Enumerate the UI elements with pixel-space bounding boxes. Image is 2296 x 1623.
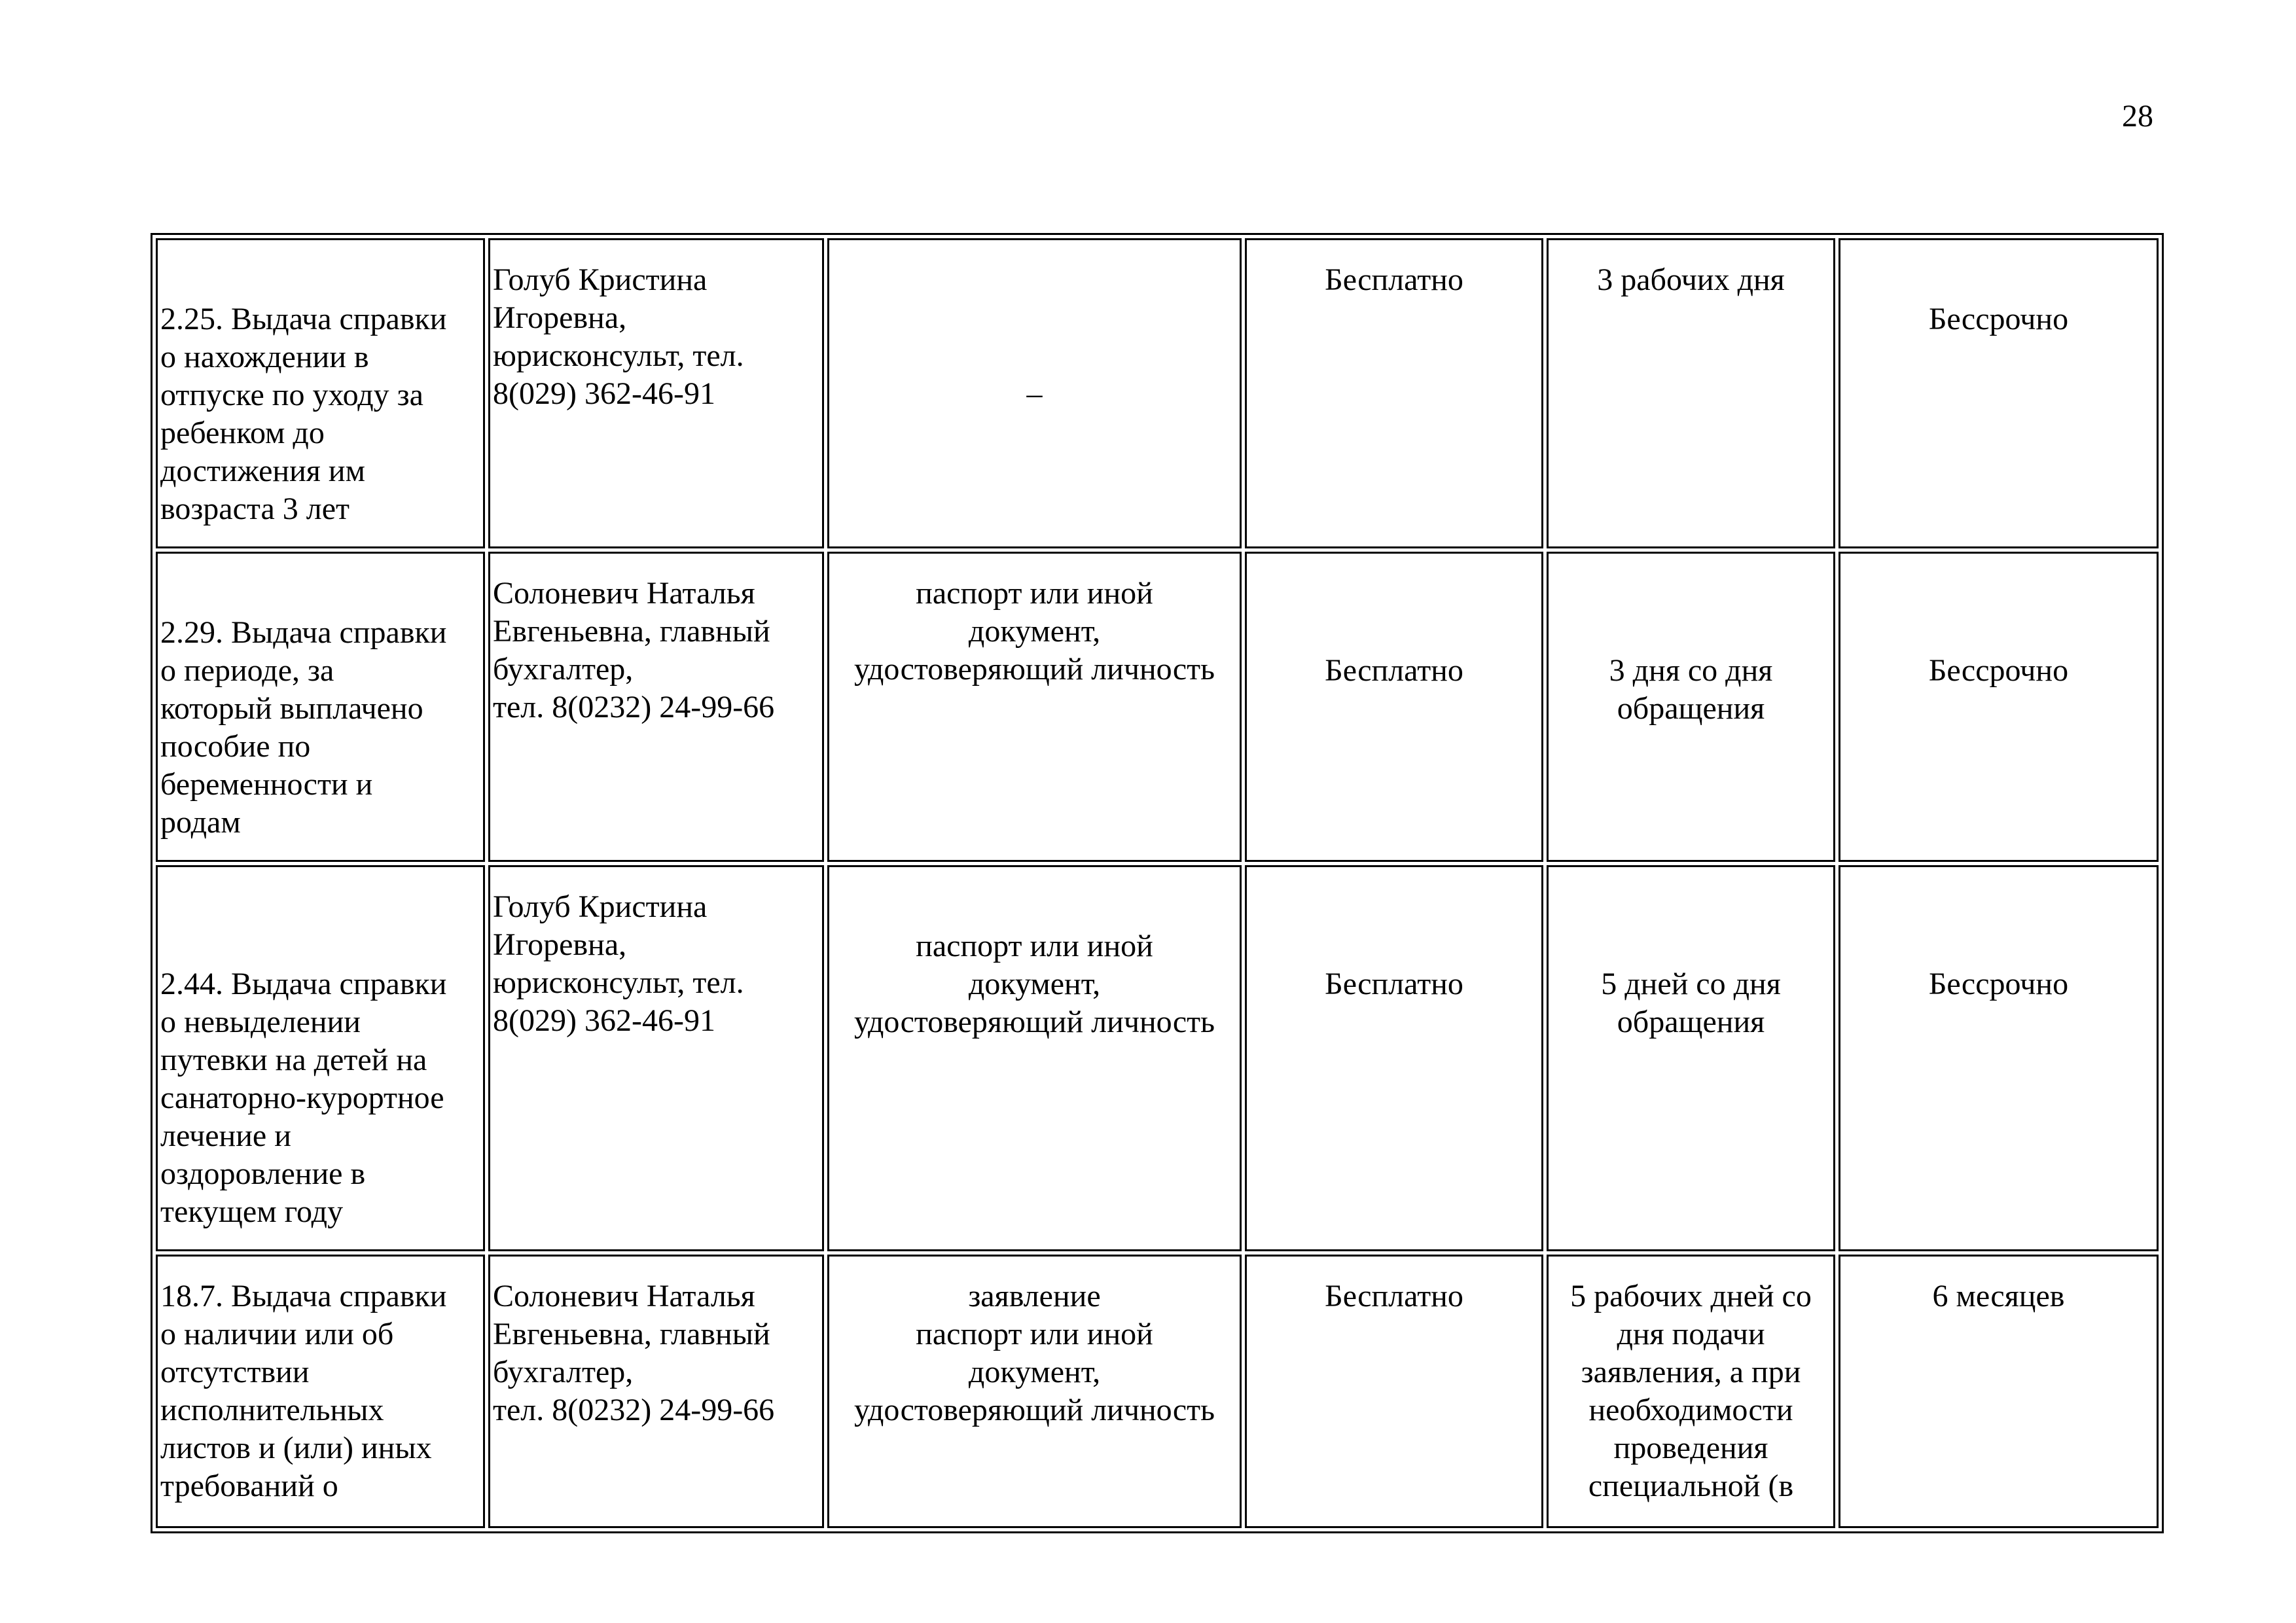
validity-cell: 6 месяцев [1839,1255,2159,1528]
documents-cell: – [827,238,1242,548]
documents-cell: заявление паспорт или иной документ, удостоверяющий личность [827,1255,1242,1528]
fee-cell: Бесплатно [1245,1255,1543,1528]
service-cell: 2.29. Выдача справки о периоде, за который выплачено пособие по беременности и родам [156,552,485,862]
table-row [156,238,2159,548]
term-cell: 5 рабочих дней со дня подачи заявления, а при необходимости проведения специальной (в [1547,1255,1835,1528]
contact-cell: Голуб Кристина Игоревна, юрисконсульт, тел. 8(029) 362-46-91 [488,865,824,1251]
term-cell: 5 дней со дня обращения [1547,865,1835,1251]
procedures-table [151,233,2164,1533]
fee-cell: Бесплатно [1245,238,1543,548]
documents-cell: паспорт или иной документ, удостоверяющий личность [827,865,1242,1251]
table-row [156,1255,2159,1528]
service-cell: 2.25. Выдача справки о нахождении в отпуске по уходу за ребенком до достижения им возраста 3 лет [156,238,485,548]
validity-cell: Бессрочно [1839,552,2159,862]
service-cell: 18.7. Выдача справки о наличии или об отсутствии исполнительных листов и (или) иных требований о [156,1255,485,1528]
contact-cell: Голуб Кристина Игоревна, юрисконсульт, тел. 8(029) 362-46-91 [488,238,824,548]
table-row [156,865,2159,1251]
term-cell: 3 дня со дня обращения [1547,552,1835,862]
service-cell: 2.44. Выдача справки о невыделении путевки на детей на санаторно-курортное лечение и оздоровление в текущем году [156,865,485,1251]
contact-cell: Солоневич Наталья Евгеньевна, главный бухгалтер, тел. 8(0232) 24-99-66 [488,552,824,862]
page-number: 28 [2122,99,2153,134]
fee-cell: Бесплатно [1245,865,1543,1251]
validity-cell: Бессрочно [1839,865,2159,1251]
table-row [156,552,2159,862]
fee-cell: Бесплатно [1245,552,1543,862]
contact-cell: Солоневич Наталья Евгеньевна, главный бухгалтер, тел. 8(0232) 24-99-66 [488,1255,824,1528]
validity-cell: Бессрочно [1839,238,2159,548]
term-cell: 3 рабочих дня [1547,238,1835,548]
documents-cell: паспорт или иной документ, удостоверяющий личность [827,552,1242,862]
